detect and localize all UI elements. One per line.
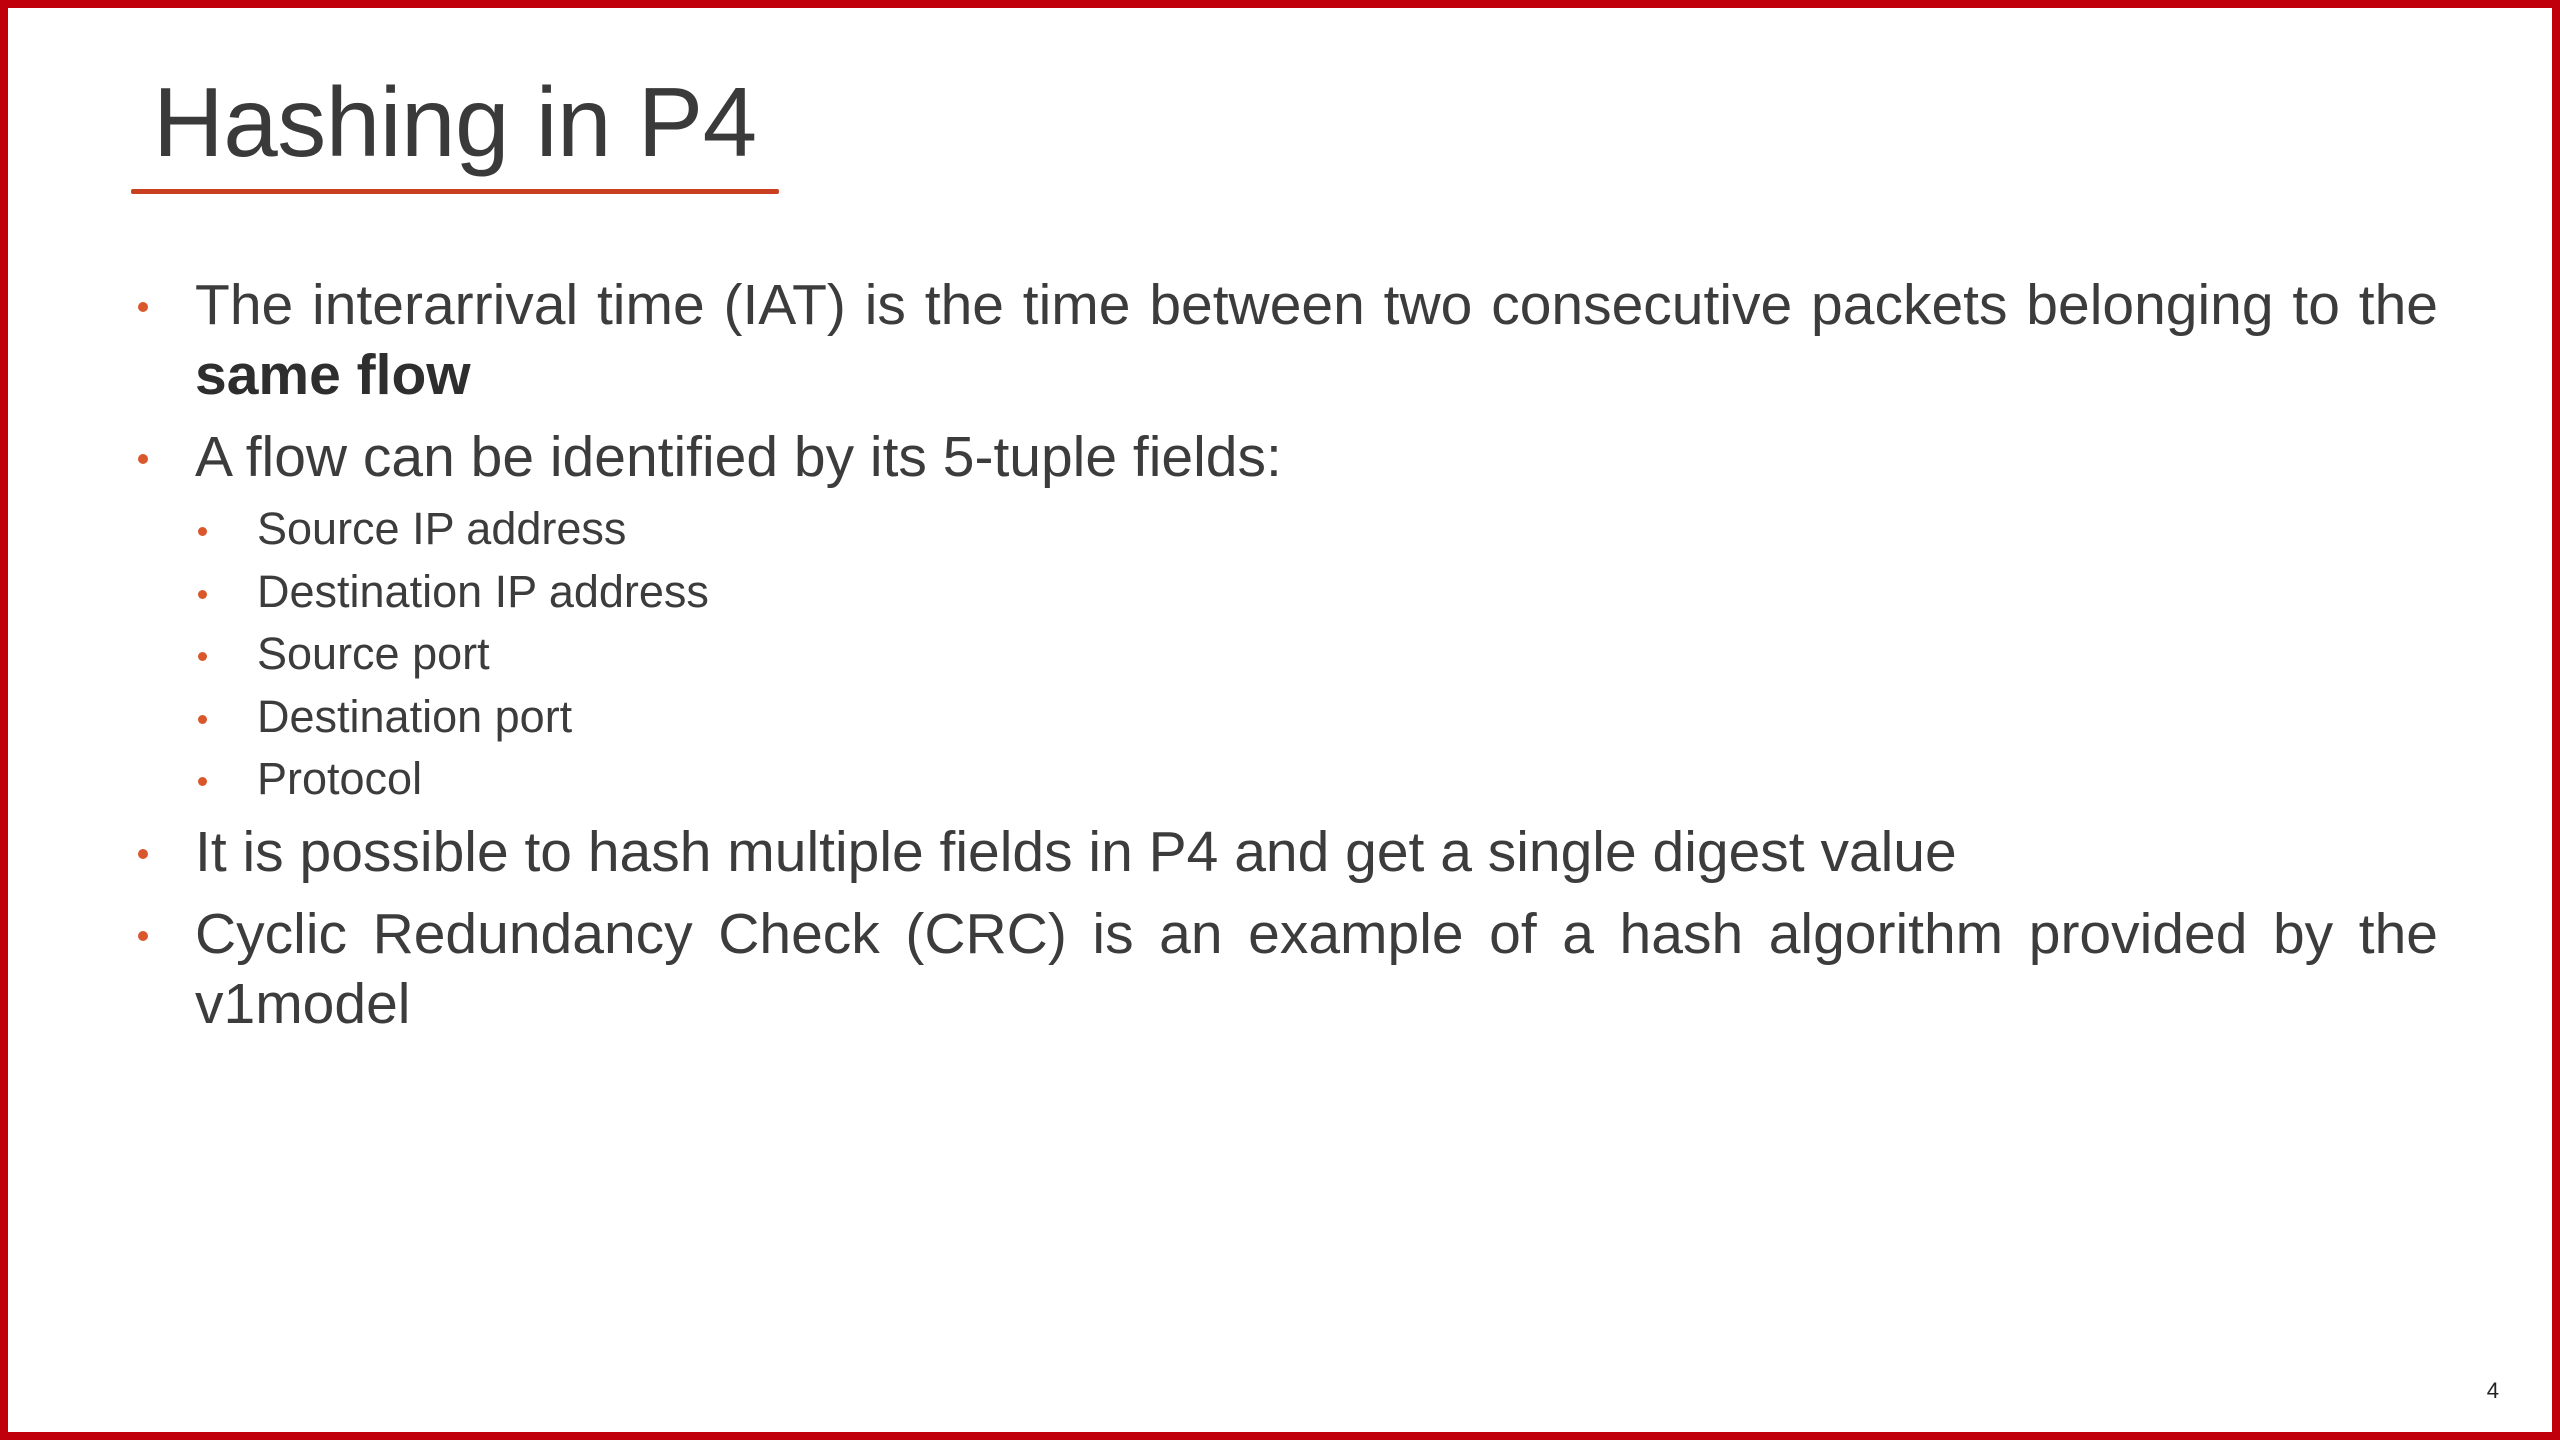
bullet-crc-example bbox=[132, 899, 2438, 1039]
title-underline bbox=[131, 189, 779, 194]
sub-bullet-destination-ip: Destination IP address bbox=[132, 561, 2438, 624]
bullet-text: It is possible to hash multiple fields in P4 and get a single digest value bbox=[195, 819, 1957, 884]
bullet-iat-definition bbox=[132, 270, 2438, 410]
bullet-text: A flow can be identified by its 5-tuple fields: bbox=[195, 425, 1282, 489]
five-tuple-list bbox=[132, 498, 2438, 811]
sub-bullet-destination-port: Destination port bbox=[132, 686, 2438, 749]
bullet-text: Cyclic Redundancy Check (CRC) is an example of a hash algorithm provided by the v1model bbox=[195, 901, 2438, 1036]
sub-bullet-source-ip: Source IP address bbox=[132, 498, 2438, 561]
bullet-text: The interarrival time (IAT) is the time between two consecutive packets belonging to the bbox=[195, 273, 2438, 337]
bullet-hash-multiple-fields bbox=[132, 817, 2438, 887]
sub-bullet-protocol: Protocol bbox=[132, 748, 2438, 811]
bullet-bold-text: same flow bbox=[195, 343, 471, 407]
bullet-flow-identification bbox=[132, 422, 2438, 492]
slide-title: Hashing in P4 bbox=[153, 67, 757, 177]
sub-bullet-source-port: Source port bbox=[132, 623, 2438, 686]
slide-content bbox=[132, 270, 2438, 1039]
page-number: 4 bbox=[2486, 1378, 2499, 1403]
